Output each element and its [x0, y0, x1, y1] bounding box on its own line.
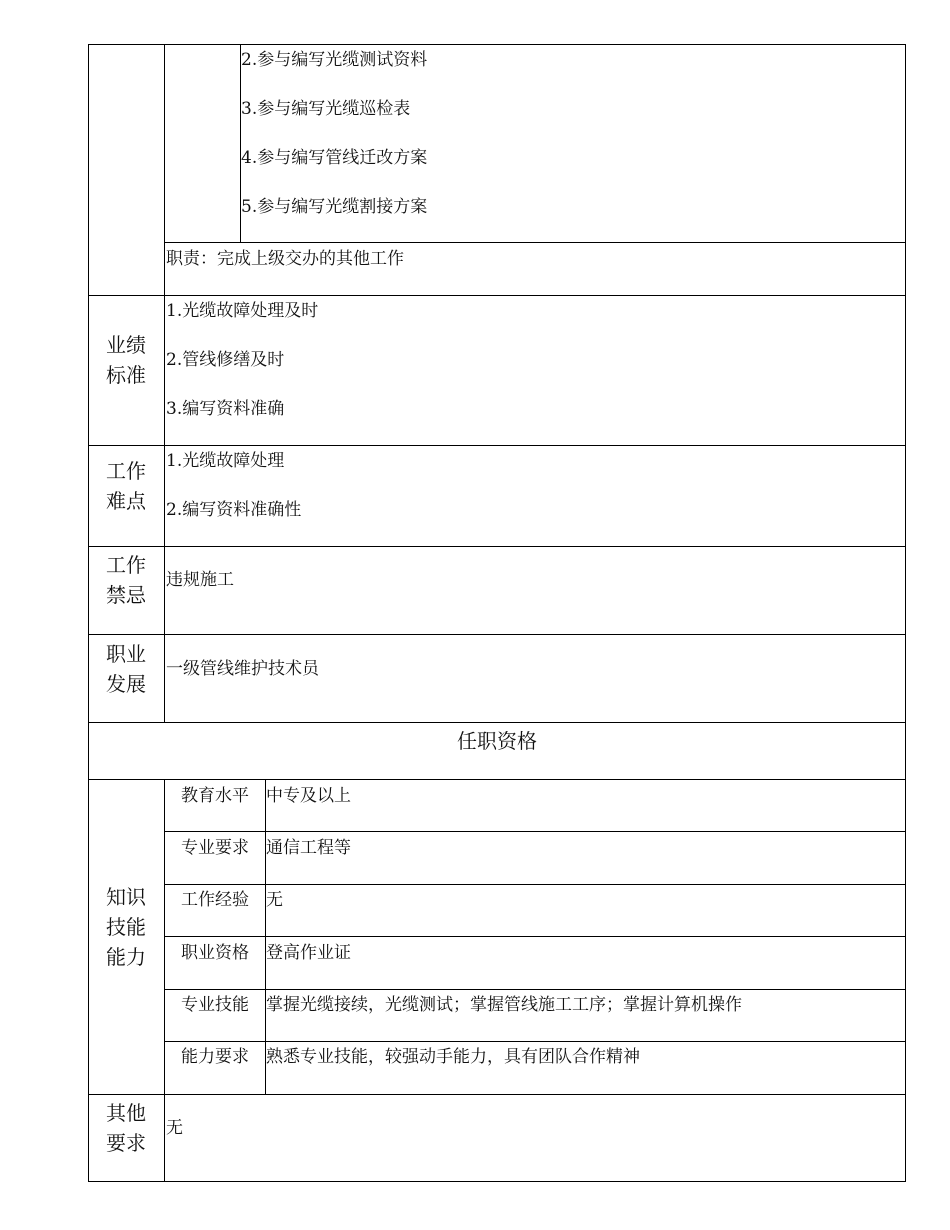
row-divider	[164, 1041, 906, 1042]
requirement-key: 专业要求	[181, 838, 249, 858]
section-title: 任职资格	[457, 729, 537, 753]
requirement-value: 无	[266, 890, 283, 910]
other-label: 其他 要求	[106, 1101, 146, 1155]
task-item: 5.参与编写光缆割接方案	[241, 197, 428, 217]
row-divider	[88, 634, 906, 635]
task-item: 2.参与编写光缆测试资料	[241, 50, 428, 70]
difficulty-item: 1.光缆故障处理	[166, 451, 285, 471]
row-divider	[88, 1094, 906, 1095]
performance-item: 2.管线修缮及时	[166, 350, 285, 370]
row-divider	[164, 936, 906, 937]
row-divider	[88, 445, 906, 446]
requirement-key: 教育水平	[181, 786, 249, 806]
column-divider	[164, 44, 165, 723]
task-item: 3.参与编写光缆巡检表	[241, 99, 411, 119]
task-item: 4.参与编写管线迁改方案	[241, 148, 428, 168]
requirement-value: 中专及以上	[266, 786, 351, 806]
requirement-key: 专业技能	[181, 995, 249, 1015]
row-divider	[164, 242, 906, 243]
other-value: 无	[166, 1118, 183, 1138]
requirement-value: 登高作业证	[266, 943, 351, 963]
performance-item: 1.光缆故障处理及时	[166, 301, 319, 321]
difficulty-label: 工作 难点	[106, 459, 146, 513]
row-divider	[164, 989, 906, 990]
career-value: 一级管线维护技术员	[166, 659, 319, 679]
taboo-value: 违规施工	[166, 570, 234, 590]
performance-label: 业绩 标准	[106, 333, 146, 387]
column-divider	[164, 779, 165, 1182]
taboo-label: 工作 禁忌	[106, 553, 146, 607]
row-divider	[164, 884, 906, 885]
row-divider	[88, 722, 906, 723]
requirement-value: 熟悉专业技能，较强动手能力，具有团队合作精神	[266, 1047, 640, 1067]
row-divider	[88, 295, 906, 296]
performance-item: 3.编写资料准确	[166, 399, 285, 419]
difficulty-item: 2.编写资料准确性	[166, 500, 302, 520]
requirement-key: 职业资格	[181, 943, 249, 963]
knowledge-label: 知识 技能 能力	[106, 885, 146, 969]
requirement-value: 掌握光缆接续，光缆测试；掌握管线施工工序；掌握计算机操作	[266, 995, 742, 1015]
row-divider	[88, 546, 906, 547]
row-divider	[164, 831, 906, 832]
career-label: 职业 发展	[106, 642, 146, 696]
responsibility-text: 职责：完成上级交办的其他工作	[166, 249, 404, 269]
row-divider	[88, 779, 906, 780]
requirement-key: 能力要求	[181, 1047, 249, 1067]
requirement-value: 通信工程等	[266, 838, 351, 858]
requirement-key: 工作经验	[181, 890, 249, 910]
